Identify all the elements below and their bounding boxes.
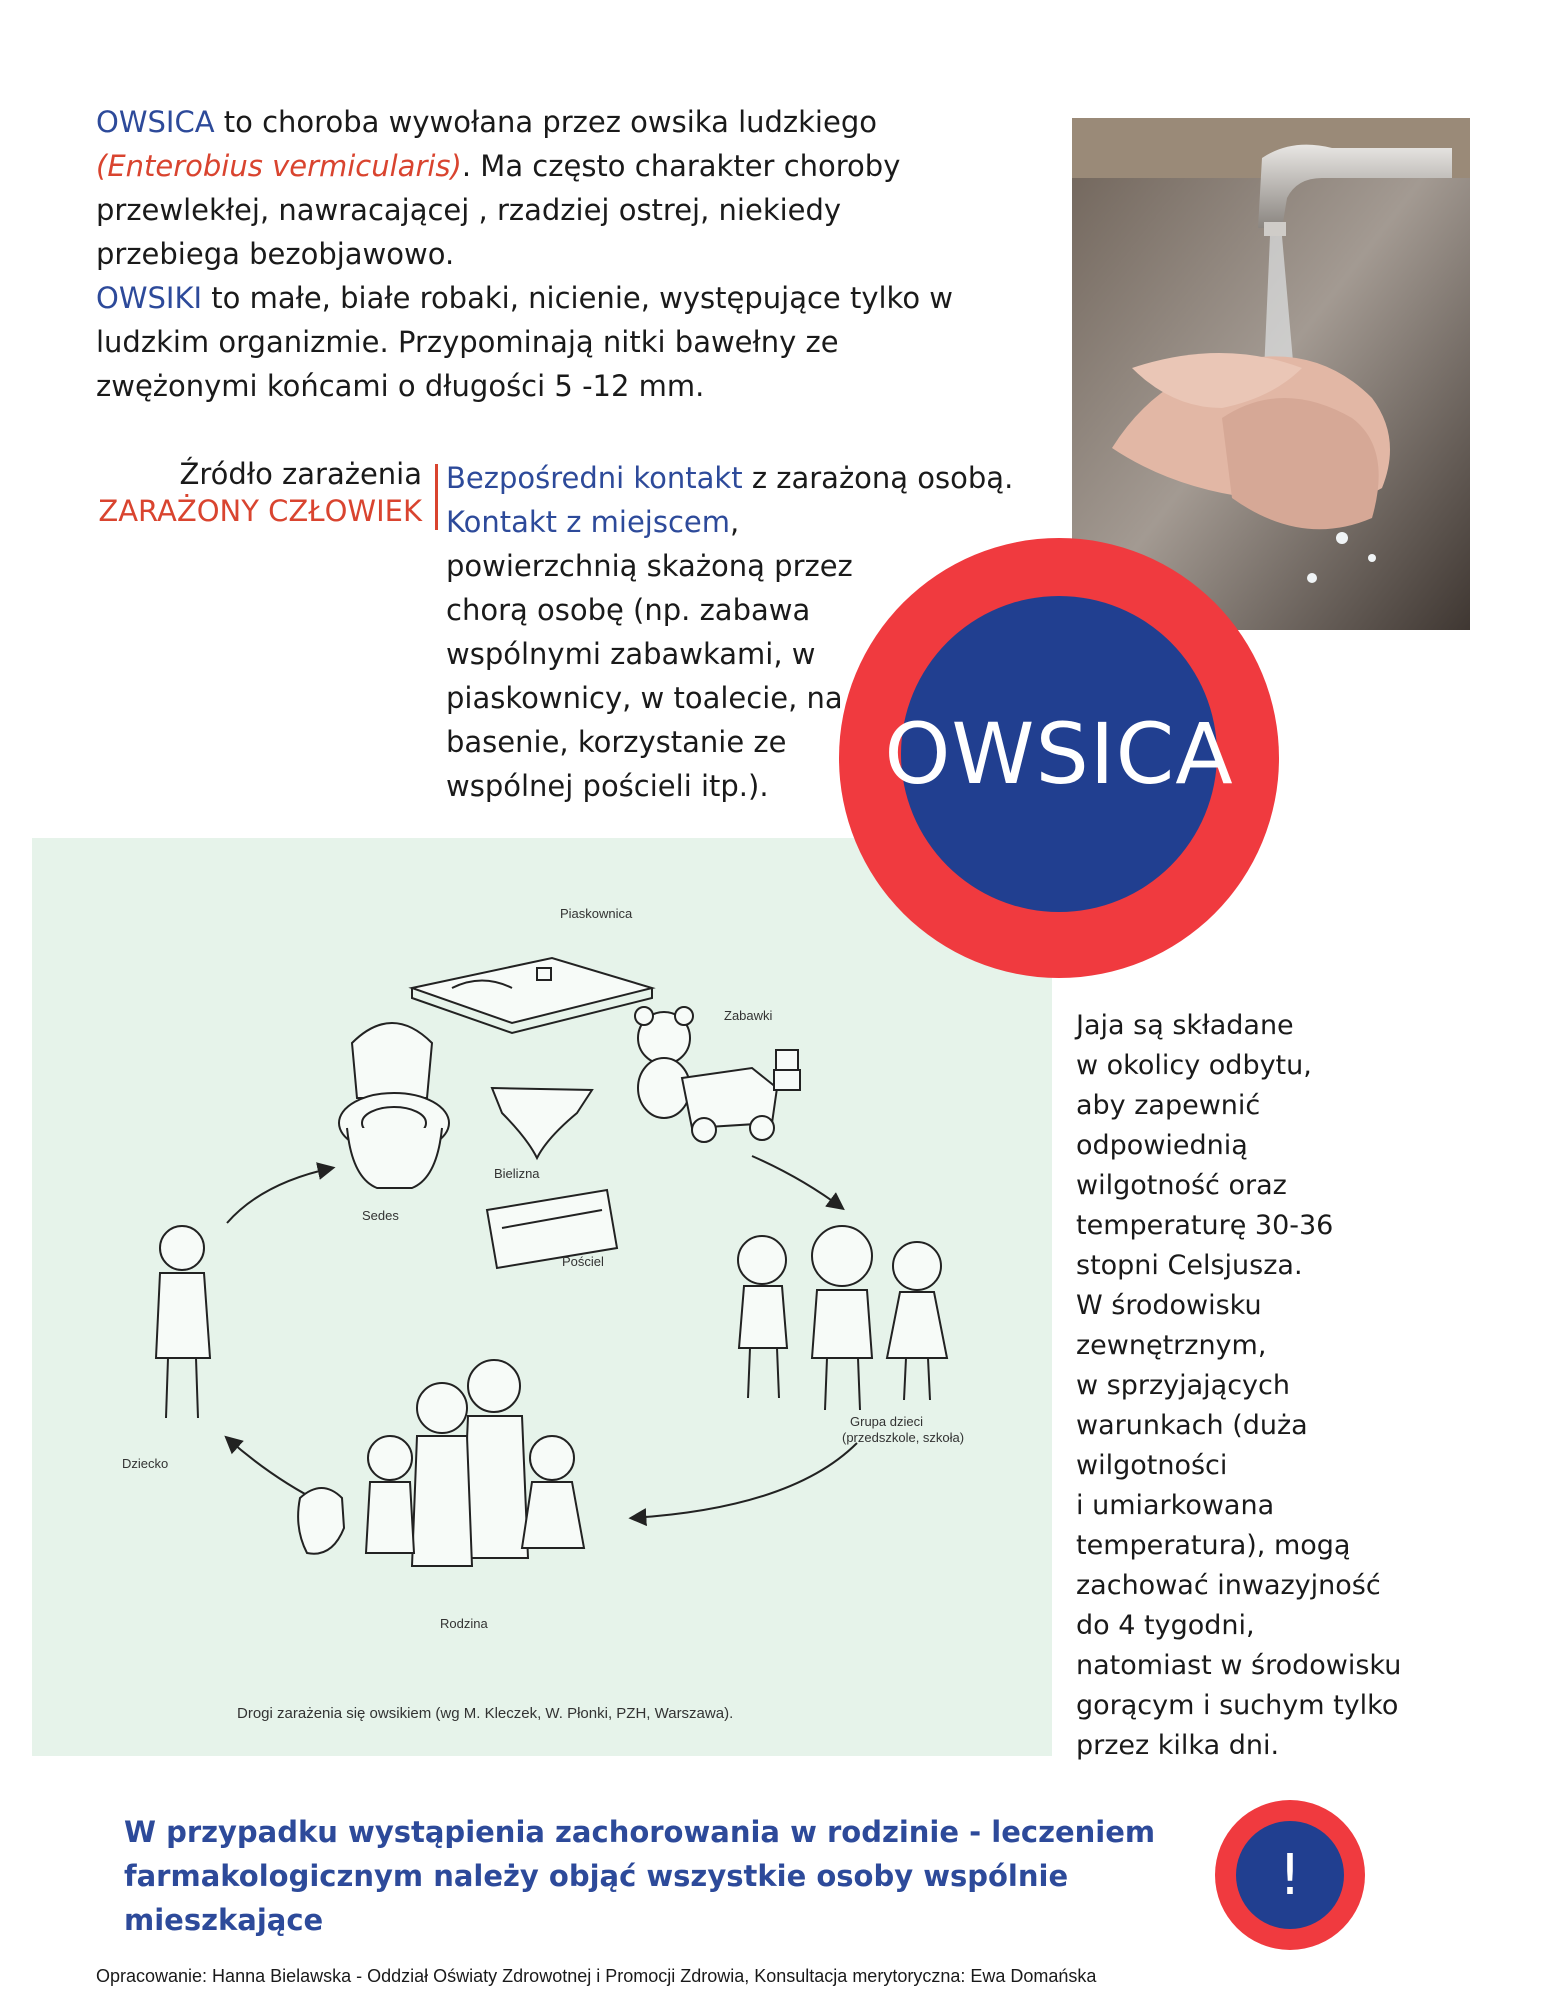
- eggs-line: w sprzyjających: [1076, 1370, 1290, 1401]
- eggs-line: zewnętrznym,: [1076, 1330, 1267, 1361]
- underwear-illustration: [492, 1088, 592, 1158]
- eggs-line: wilgotności: [1076, 1450, 1228, 1481]
- toys-illustration: [635, 1007, 800, 1142]
- source-value: ZARAŻONY CZŁOWIEK: [98, 494, 422, 528]
- sandbox-illustration: [412, 958, 652, 1033]
- eggs-line: W środowisku: [1076, 1290, 1262, 1321]
- owsica-badge: [839, 538, 1279, 978]
- arrow-group-to-family: [632, 1443, 857, 1518]
- eggs-line: w okolicy odbytu,: [1076, 1050, 1312, 1081]
- eggs-line: temperaturę 30-36: [1076, 1210, 1334, 1241]
- intro-text: [96, 100, 956, 408]
- eggs-line: stopni Celsjusza.: [1076, 1250, 1303, 1281]
- intro-paragraph-2: [96, 276, 956, 408]
- contact-direct-term: Bezpośredni kontakt: [446, 461, 743, 495]
- label-sandbox: Piaskownica: [560, 906, 633, 921]
- children-group-illustration: [738, 1226, 947, 1410]
- exclamation-icon: !: [1236, 1821, 1344, 1929]
- eggs-line: natomiast w środowisku: [1076, 1650, 1402, 1681]
- child-illustration: [156, 1226, 210, 1418]
- eggs-line: wilgotność oraz: [1076, 1170, 1287, 1201]
- treatment-warning: [124, 1810, 1184, 1942]
- label-toilet: Sedes: [362, 1208, 399, 1223]
- transmission-diagram: [32, 838, 1052, 1756]
- family-illustration: [298, 1360, 584, 1566]
- source-label: Źródło zarażenia: [179, 457, 422, 491]
- arrow-objects-to-group: [752, 1156, 842, 1208]
- exclamation-badge: [1215, 1800, 1365, 1950]
- intro-p2-text: to małe, białe robaki, nicienie, występujące tylko w ludzkim organizmie. Przypominają nitki bawełny ze zwężonymi końcami o długości 5 -12 mm.: [96, 281, 954, 403]
- contact-place-text: , powierzchnią skażoną przez chorą osobę (np. zabawa wspólnymi zabawkami, w piaskownicy, w toalecie, na basenie, korzystanie ze wspólnej pościeli itp.).: [446, 505, 853, 803]
- intro-paragraph-1: [96, 100, 956, 276]
- footer-credits: Opracowanie: Hanna Bielawska - Oddział Oświaty Zdrowotnej i Promocji Zdrowia, Konsultacja merytoryczna: Ewa Domańska: [96, 1966, 1097, 1986]
- eggs-line: zachować inwazyjność: [1076, 1570, 1381, 1601]
- contact-direct: [446, 456, 1086, 500]
- eggs-line: do 4 tygodni,: [1076, 1610, 1255, 1641]
- warning-line-1: W przypadku wystąpienia zachorowania w rodzinie - leczeniem: [124, 1815, 1156, 1849]
- label-toys: Zabawki: [724, 1008, 773, 1023]
- eggs-line: przez kilka dni.: [1076, 1730, 1280, 1761]
- toilet-illustration: [339, 1023, 449, 1188]
- source-divider: [435, 464, 438, 530]
- term-owsiki: OWSIKI: [96, 281, 203, 315]
- eggs-line: Jaja są składane: [1076, 1010, 1294, 1041]
- intro-p1-text-2: . Ma często charakter choroby przewlekłej, nawracającej , rzadziej ostrej, niekiedy przebiega bezobjawowo.: [96, 149, 901, 271]
- label-child: Dziecko: [122, 1456, 169, 1471]
- eggs-line: temperatura), mogą: [1076, 1530, 1351, 1561]
- eggs-line: gorącym i suchym tylko: [1076, 1690, 1399, 1721]
- contact-direct-text: z zarażoną osobą.: [742, 461, 1014, 495]
- contact-place: [446, 500, 866, 808]
- owsica-badge-title: OWSICA: [901, 596, 1217, 912]
- eggs-line: odpowiednią: [1076, 1130, 1248, 1161]
- label-group-line2: (przedszkole, szkoła): [842, 1430, 965, 1445]
- intro-p1-text: to choroba wywołana przez owsika ludzkiego: [214, 105, 877, 139]
- contact-place-term: Kontakt z miejscem: [446, 505, 731, 539]
- eggs-line: warunkach (duża: [1076, 1410, 1308, 1441]
- label-family: Rodzina: [440, 1616, 488, 1631]
- label-underwear: Bielizna: [494, 1166, 540, 1181]
- term-owsica: OWSICA: [96, 105, 215, 139]
- source-heading: [70, 456, 422, 530]
- warning-line-2: farmakologicznym należy objąć wszystkie osoby wspólnie mieszkające: [124, 1859, 1069, 1937]
- eggs-line: i umiarkowana: [1076, 1490, 1275, 1521]
- label-bedding: Pościel: [562, 1254, 604, 1269]
- arrow-child-to-objects: [227, 1168, 332, 1223]
- eggs-line: aby zapewnić: [1076, 1090, 1261, 1121]
- latin-name: (Enterobius vermicularis): [96, 149, 462, 183]
- eggs-info-text: [1076, 1006, 1516, 1766]
- label-group-line1: Grupa dzieci: [850, 1414, 923, 1429]
- diagram-caption: Drogi zarażenia się owsikiem (wg M. Kleczek, W. Płonki, PZH, Warszawa).: [237, 1705, 734, 1722]
